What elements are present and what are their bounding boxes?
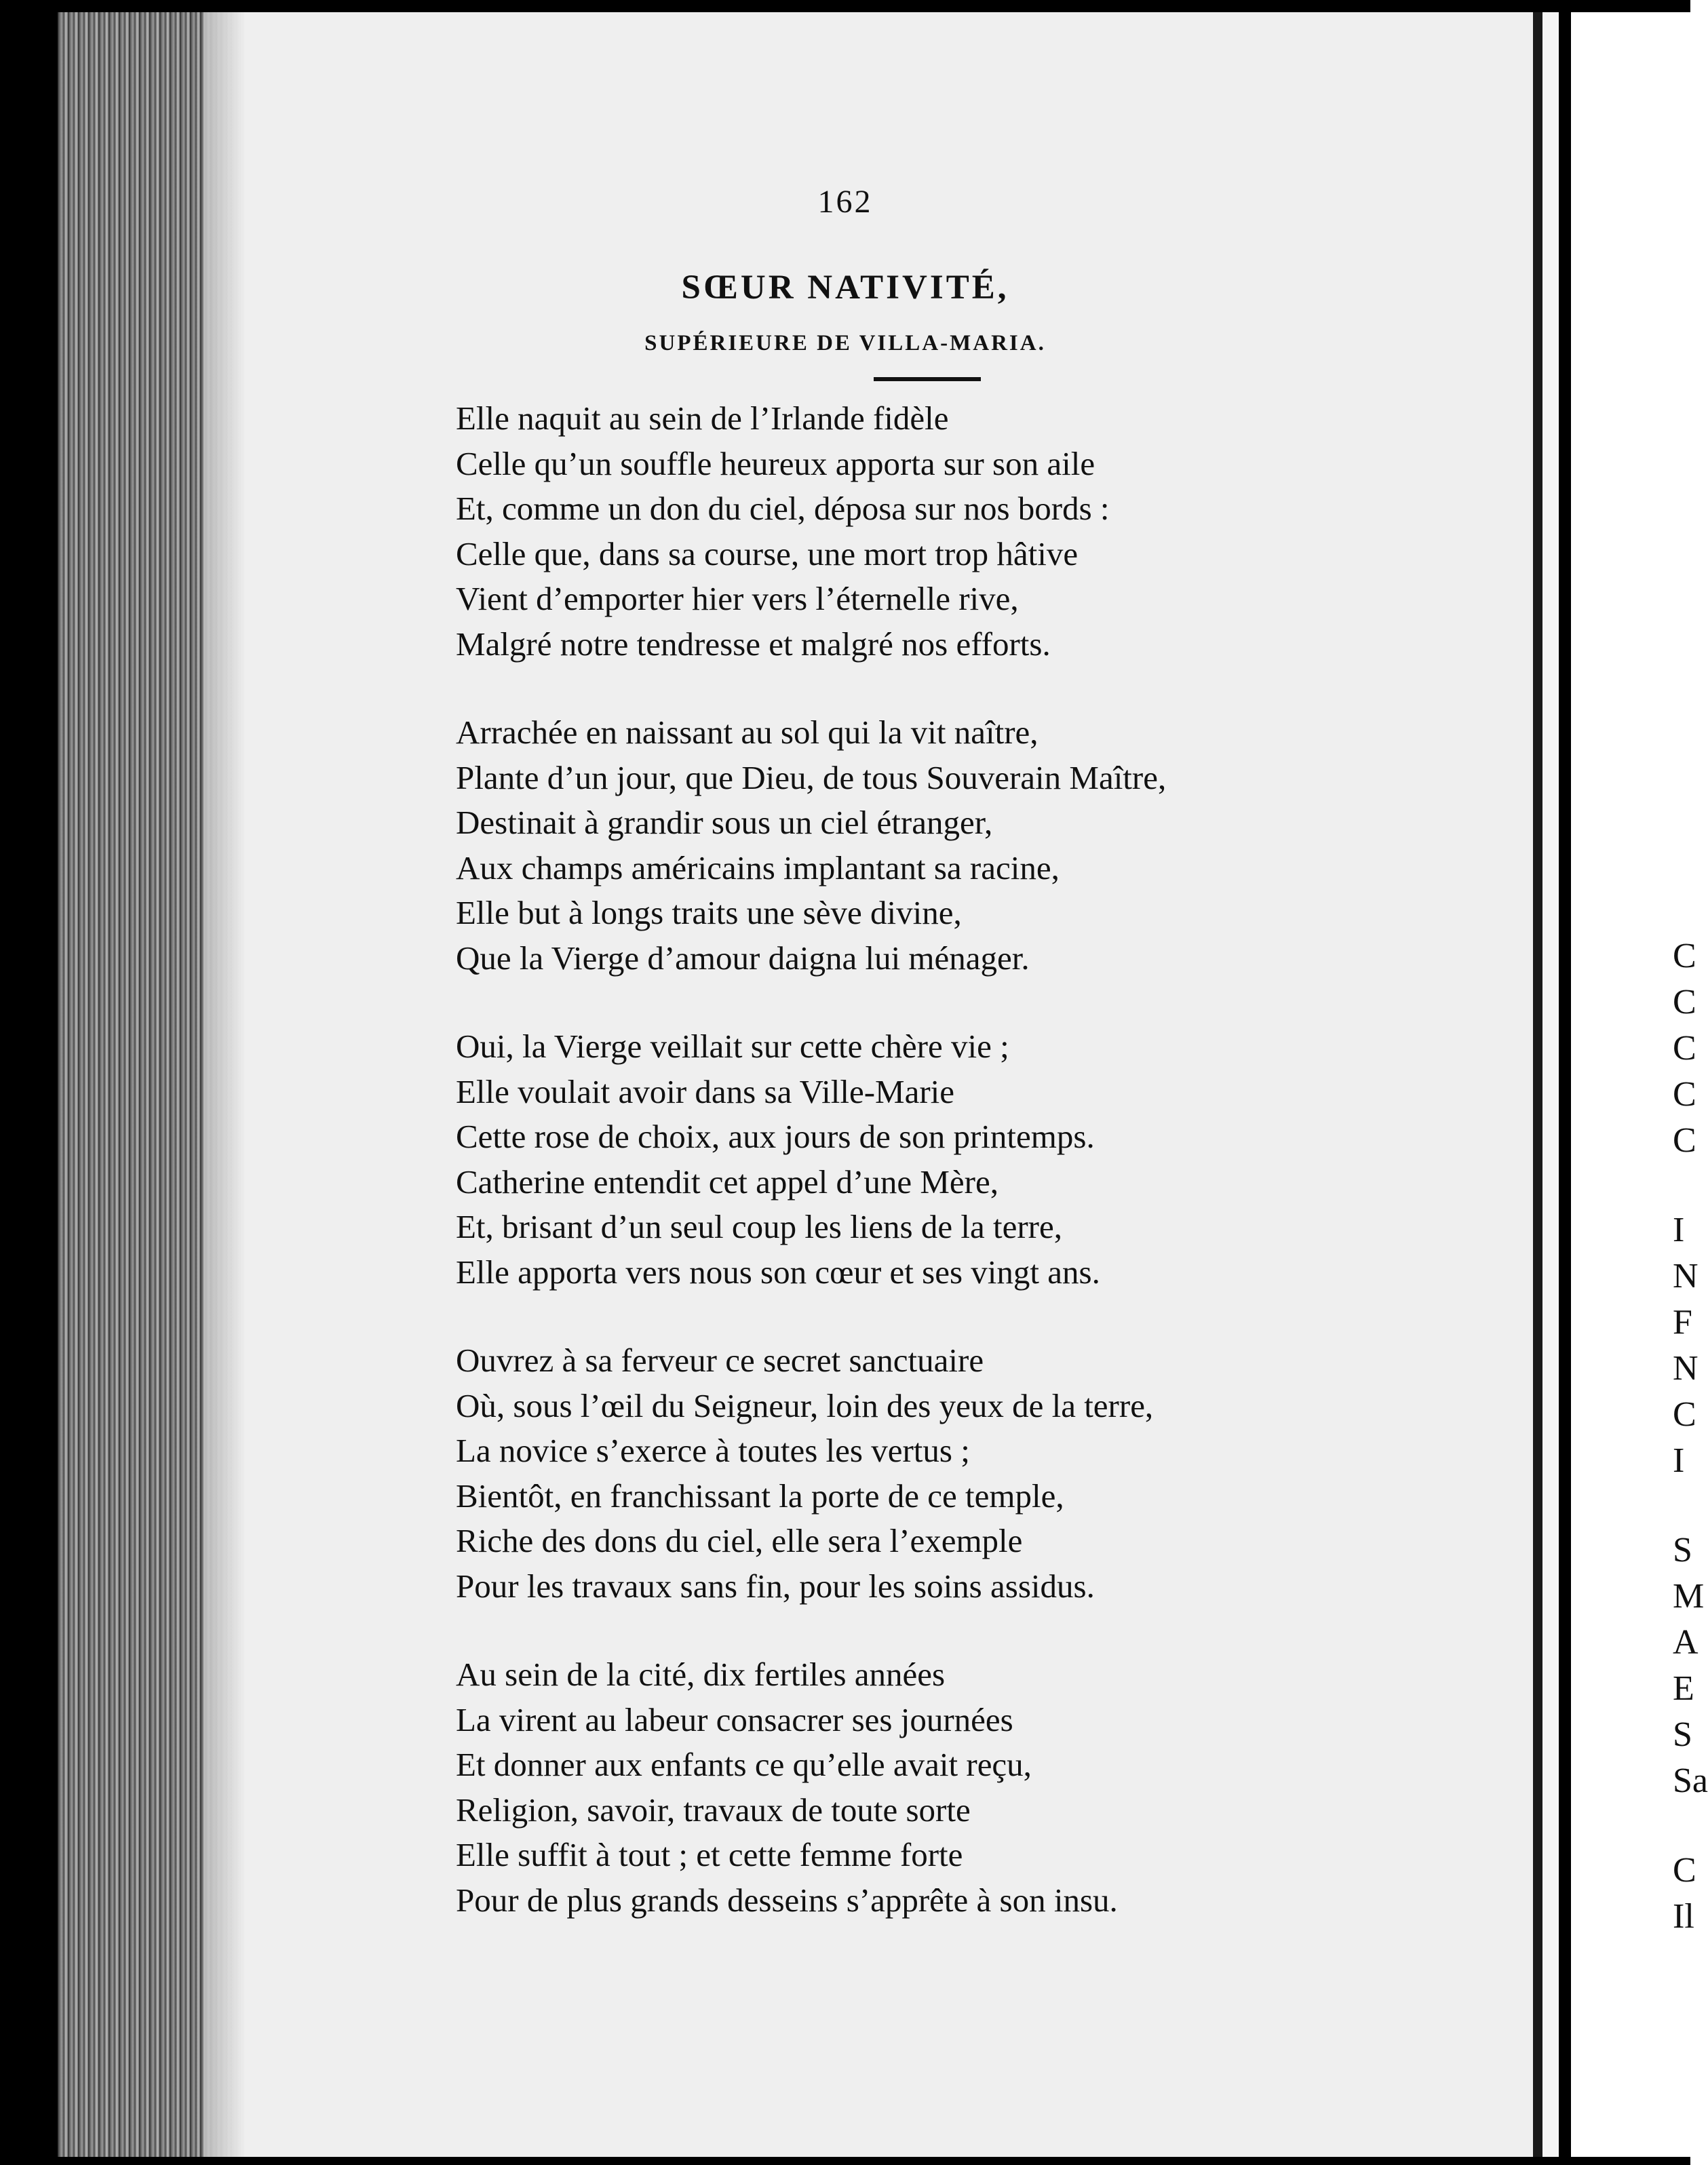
poem-line: Elle apporta vers nous son cœur et ses vingt ans. xyxy=(456,1253,1100,1291)
stanza xyxy=(456,710,1541,981)
facing-letter: N xyxy=(1673,1257,1699,1295)
poem-line: Riche des dons du ciel, elle sera l’exemple xyxy=(456,1522,1023,1559)
poem-line: Elle but à longs traits une sève divine, xyxy=(456,894,962,931)
facing-letter: Il xyxy=(1673,1897,1694,1936)
poem-line: Bientôt, en franchissant la porte de ce temple, xyxy=(456,1477,1064,1515)
facing-letter: A xyxy=(1673,1623,1699,1662)
poem-line: Et, brisant d’un seul coup les liens de la terre, xyxy=(456,1208,1062,1245)
poem-line: Arrachée en naissant au sol qui la vit naître, xyxy=(456,714,1039,751)
facing-letter: C xyxy=(1673,1029,1696,1068)
poem-line: Et donner aux enfants ce qu’elle avait reçu, xyxy=(456,1746,1032,1783)
poem-line: Celle qu’un souffle heureux apporta sur son aile xyxy=(456,444,1095,482)
scan-border-top xyxy=(0,0,1690,12)
poem-line: La novice s’exerce à toutes les vertus ; xyxy=(456,1432,970,1469)
stanza xyxy=(456,396,1541,667)
poem-line: Vient d’emporter hier vers l’éternelle rive, xyxy=(456,580,1019,617)
facing-letter: C xyxy=(1673,1851,1696,1890)
poem-line: Pour de plus grands desseins s’apprête à son insu. xyxy=(456,1881,1118,1919)
facing-letter: C xyxy=(1673,1075,1696,1114)
poem-line: Elle suffit à tout ; et cette femme forte xyxy=(456,1836,963,1873)
scan-border-bottom xyxy=(0,2157,1690,2165)
facing-letter: N xyxy=(1673,1349,1699,1388)
poem-line: Oui, la Vierge veillait sur cette chère vie ; xyxy=(456,1028,1009,1065)
stanza xyxy=(456,1024,1541,1295)
poem-line: Destinait à grandir sous un ciel étranger, xyxy=(456,804,993,841)
poem-line: La virent au labeur consacrer ses journées xyxy=(456,1700,1013,1738)
facing-letter: S xyxy=(1673,1715,1692,1754)
stanza xyxy=(456,1652,1541,1923)
facing-letter: I xyxy=(1673,1211,1685,1249)
facing-letter: I xyxy=(1673,1441,1685,1480)
facing-letter: M xyxy=(1673,1577,1705,1616)
poem-line: Cette rose de choix, aux jours de son printemps. xyxy=(456,1118,1095,1155)
poem-line: Ouvrez à sa ferveur ce secret sanctuaire xyxy=(456,1342,984,1379)
facing-letter: S xyxy=(1673,1531,1692,1569)
facing-letter: C xyxy=(1673,1121,1696,1160)
poem-line: Que la Vierge d’amour daigna lui ménager. xyxy=(456,939,1030,977)
poem-line: Elle voulait avoir dans sa Ville-Marie xyxy=(456,1072,955,1110)
poem-line: Catherine entendit cet appel d’une Mère, xyxy=(456,1163,998,1201)
poem-line: Et, comme un don du ciel, déposa sur nos bords : xyxy=(456,490,1110,527)
facing-letter: F xyxy=(1673,1303,1692,1342)
facing-letter: C xyxy=(1673,983,1696,1021)
stanza xyxy=(456,1338,1541,1609)
facing-letter: C xyxy=(1673,1395,1696,1434)
page-number: 162 xyxy=(817,184,873,220)
poem-line: Religion, savoir, travaux de toute sorte xyxy=(456,1791,971,1829)
poem-line: Celle que, dans sa course, une mort trop hâtive xyxy=(456,534,1079,572)
poem-line: Elle naquit au sein de l’Irlande fidèle xyxy=(456,399,949,437)
poem-line: Où, sous l’œil du Seigneur, loin des yeux de la terre, xyxy=(456,1386,1154,1424)
facing-letter: E xyxy=(1673,1669,1694,1708)
poem-line: Plante d’un jour, que Dieu, de tous Souverain Maître, xyxy=(456,758,1167,796)
poem-subtitle: SUPÉRIEURE DE VILLA-MARIA. xyxy=(644,331,1046,355)
facing-page-cropped-text xyxy=(1673,933,1708,1940)
poem-body xyxy=(456,396,1541,1966)
poem-line: Aux champs américains implantant sa racine, xyxy=(456,849,1060,886)
title-rule xyxy=(874,377,981,381)
poem-line: Malgré notre tendresse et malgré nos efforts. xyxy=(456,625,1051,663)
poem-line: Pour les travaux sans fin, pour les soins assidus. xyxy=(456,1567,1095,1605)
poem-title: SŒUR NATIVITÉ, xyxy=(681,269,1009,307)
facing-letter: Sa xyxy=(1673,1761,1708,1800)
scan-border-left xyxy=(0,0,58,2165)
poem-line: Au sein de la cité, dix fertiles années xyxy=(456,1656,946,1693)
facing-letter: C xyxy=(1673,937,1696,975)
